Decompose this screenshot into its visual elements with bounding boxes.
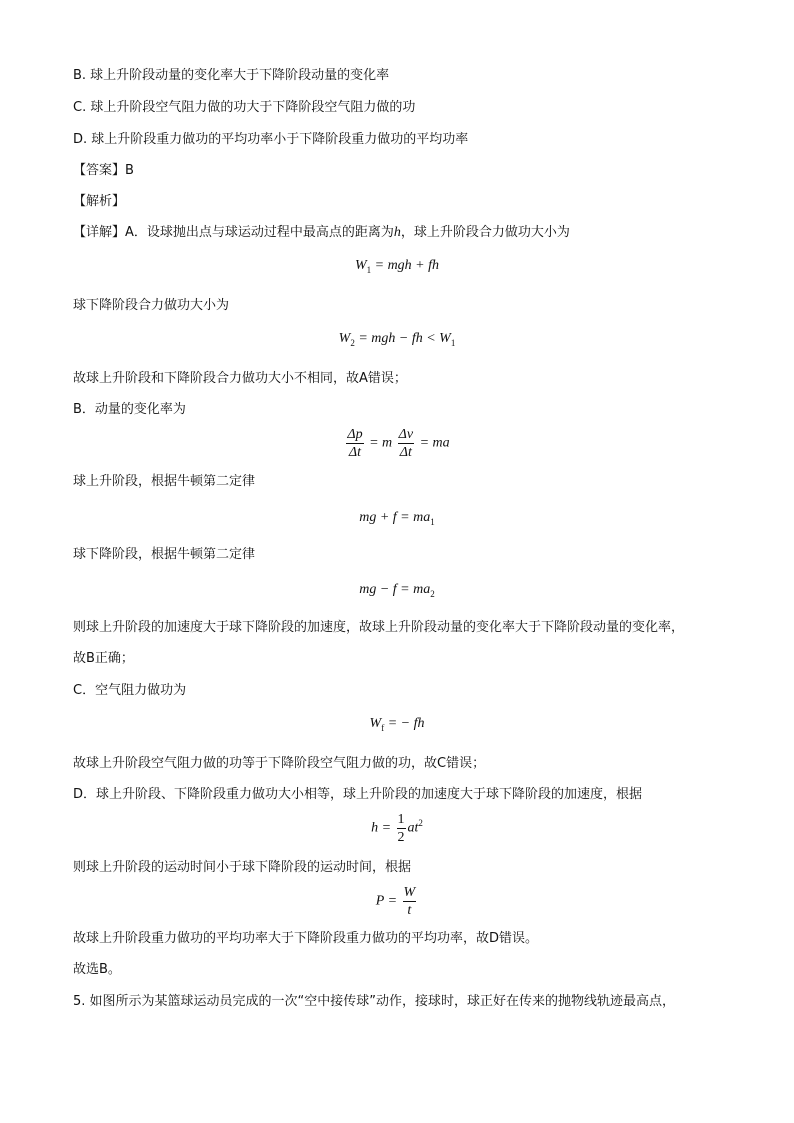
choose-line: 故选B。	[73, 962, 121, 977]
c-conclusion-line: 故球上升阶段空气阻力做的功等于下降阶段空气阻力做的功，故C错误；	[73, 756, 486, 771]
eq3-rhs: = ma	[419, 435, 450, 451]
eq7-den: 2	[397, 830, 405, 845]
eq3-m: = m	[369, 435, 393, 451]
equation-wf	[0, 716, 794, 733]
eq8-den: t	[407, 903, 412, 918]
equation-momentum-rate	[0, 426, 794, 461]
fall-newton-line: 球下降阶段，根据牛顿第二定律	[73, 547, 256, 562]
eq3-num2: Δv	[398, 427, 414, 442]
eq8-frac	[403, 884, 417, 919]
eq7-num: 1	[397, 812, 405, 827]
eq4-lhs: mg + f = ma	[359, 510, 431, 525]
eq1-sub: 1	[366, 264, 372, 275]
eq6-rhs: = − fh	[387, 716, 425, 731]
b-correct-line: 故B正确；	[73, 651, 134, 666]
eq4-sub: 1	[430, 516, 435, 527]
eq7-lhs: h =	[371, 820, 392, 836]
eq6-sub: f	[381, 722, 385, 733]
option-c: C. 球上升阶段空气阻力做的功大于下降阶段空气阻力做的功	[73, 100, 416, 115]
eq7-rhs: at	[407, 820, 419, 836]
eq6-lhs: W	[369, 716, 382, 731]
eq5-sub: 2	[430, 588, 435, 599]
analysis-heading: 【解析】	[73, 194, 126, 209]
eq8-num: W	[403, 885, 416, 900]
eq5-lhs: mg − f = ma	[359, 582, 431, 597]
eq3-den2: Δt	[399, 445, 412, 460]
eq2-mid: = mgh − fh < W	[358, 331, 451, 346]
b-intro-line: B．动量的变化率为	[73, 402, 186, 417]
c-intro-line: C．空气阻力做功为	[73, 683, 187, 698]
eq3-num1: Δp	[347, 427, 363, 442]
d-intro-line: D．球上升阶段、下降阶段重力做功大小相等，球上升阶段的加速度大于球下降阶段的加速度，根据	[73, 787, 643, 802]
equation-rise	[0, 510, 794, 527]
accel-compare-line: 则球上升阶段的加速度大于球下降阶段的加速度，故球上升阶段动量的变化率大于下降阶段动量的变化率，	[73, 620, 685, 635]
d-conclusion-line: 故球上升阶段重力做功的平均功率大于下降阶段重力做功的平均功率，故D错误。	[73, 931, 539, 946]
equation-h	[0, 811, 794, 846]
eq2-lhs: W	[338, 331, 351, 346]
detail-a-var: h	[393, 225, 401, 240]
eq3-frac-dp-dt	[346, 426, 363, 461]
eq1-rhs: = mgh + fh	[374, 258, 440, 273]
eq2-sub2: 1	[450, 337, 456, 348]
eq7-sup: 2	[418, 818, 423, 829]
equation-w1	[0, 258, 794, 275]
eq7-frac	[397, 811, 406, 846]
eq1-lhs: W	[354, 258, 367, 273]
eq8-lhs: P =	[375, 893, 398, 909]
a-conclusion-line: 故球上升阶段和下降阶段合力做功大小不相同，故A错误；	[73, 371, 407, 386]
option-d: D. 球上升阶段重力做功的平均功率小于下降阶段重力做功的平均功率	[73, 132, 469, 147]
equation-fall	[0, 582, 794, 599]
option-b: B. 球上升阶段动量的变化率大于下降阶段动量的变化率	[73, 68, 390, 83]
w2-intro-line: 球下降阶段合力做功大小为	[73, 298, 230, 313]
detail-a-line	[73, 224, 570, 242]
answer-line: 【答案】B	[73, 163, 134, 178]
detail-a-post: ，球上升阶段合力做功大小为	[400, 225, 570, 240]
equation-power	[0, 884, 794, 919]
eq3-frac-dv-dt	[398, 426, 414, 461]
question-5-line: 5. 如图所示为某篮球运动员完成的一次“空中接传球”动作，接球时，球正好在传来的抛物线轨迹最高点，	[73, 994, 676, 1009]
eq3-den1: Δt	[348, 445, 362, 460]
time-compare-line: 则球上升阶段的运动时间小于球下降阶段的运动时间，根据	[73, 860, 412, 875]
detail-a-pre: 【详解】A．设球抛出点与球运动过程中最高点的距离为	[73, 225, 394, 240]
eq2-sub: 2	[350, 337, 355, 348]
rise-newton-line: 球上升阶段，根据牛顿第二定律	[73, 474, 256, 489]
equation-w2	[0, 331, 794, 348]
